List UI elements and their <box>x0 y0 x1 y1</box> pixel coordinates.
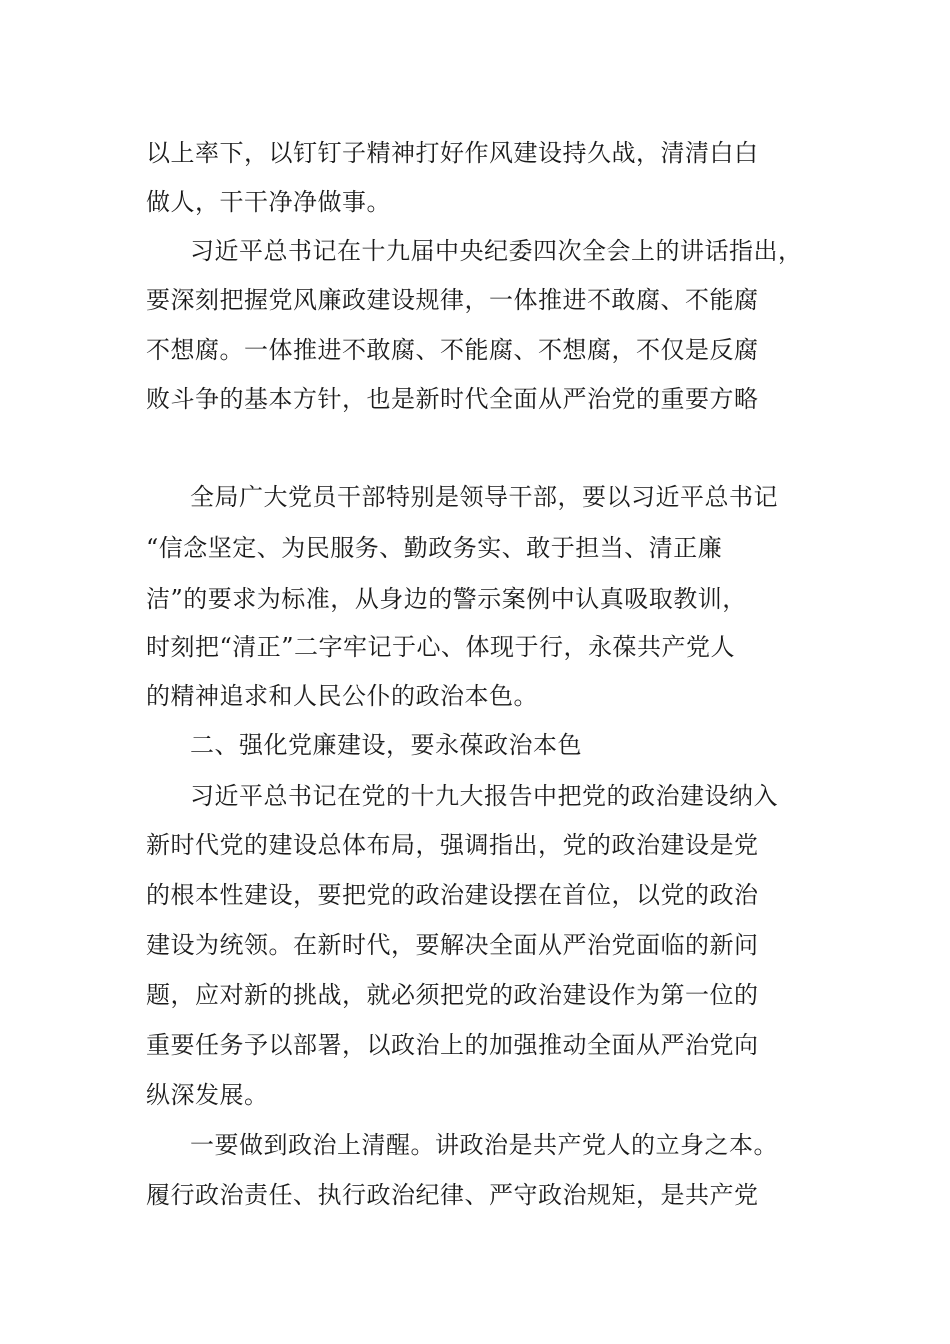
paragraph-first-line: 习近平总书记在十九届中央纪委四次全会上的讲话指出， <box>190 237 803 265</box>
section-heading: 二、强化党廉建设，要永葆政治本色 <box>190 731 582 759</box>
paragraph-first-line: 习近平总书记在党的十九大报告中把党的政治建设纳入 <box>190 782 778 810</box>
text-line: “信念坚定、为民服务、勤政务实、敢于担当、清正廉 <box>146 534 723 562</box>
text-line: 的根本性建设，要把党的政治建设摆在首位，以党的政治 <box>146 881 759 909</box>
text-line: 新时代党的建设总体布局，强调指出，党的政治建设是党 <box>146 831 759 859</box>
text-line: 时刻把“清正”二字牢记于心、体现于行，永葆共产党人 <box>146 633 736 661</box>
text-line: 重要任务予以部署，以政治上的加强推动全面从严治党向 <box>146 1031 759 1059</box>
text-line: 要深刻把握党风廉政建设规律，一体推进不敢腐、不能腐 <box>146 286 759 314</box>
text-line: 做人，干干净净做事。 <box>146 188 391 216</box>
paragraph-first-line: 一要做到政治上清醒。讲政治是共产党人的立身之本。 <box>190 1131 778 1159</box>
text-line: 建设为统领。在新时代，要解决全面从严治党面临的新问 <box>146 931 759 959</box>
text-line: 履行政治责任、执行政治纪律、严守政治规矩，是共产党 <box>146 1181 759 1209</box>
text-line: 的精神追求和人民公仆的政治本色。 <box>146 682 538 710</box>
text-line: 洁”的要求为标准，从身边的警示案例中认真吸取教训， <box>146 585 747 613</box>
text-line: 题，应对新的挑战，就必须把党的政治建设作为第一位的 <box>146 981 759 1009</box>
text-line: 不想腐。一体推进不敢腐、不能腐、不想腐，不仅是反腐 <box>146 336 759 364</box>
text-line: 败斗争的基本方针，也是新时代全面从严治党的重要方略 <box>146 385 759 413</box>
text-line: 以上率下，以钉钉子精神打好作风建设持久战，清清白白 <box>146 139 759 167</box>
text-line: 纵深发展。 <box>146 1081 269 1109</box>
paragraph-first-line: 全局广大党员干部特别是领导干部，要以习近平总书记 <box>190 483 778 511</box>
